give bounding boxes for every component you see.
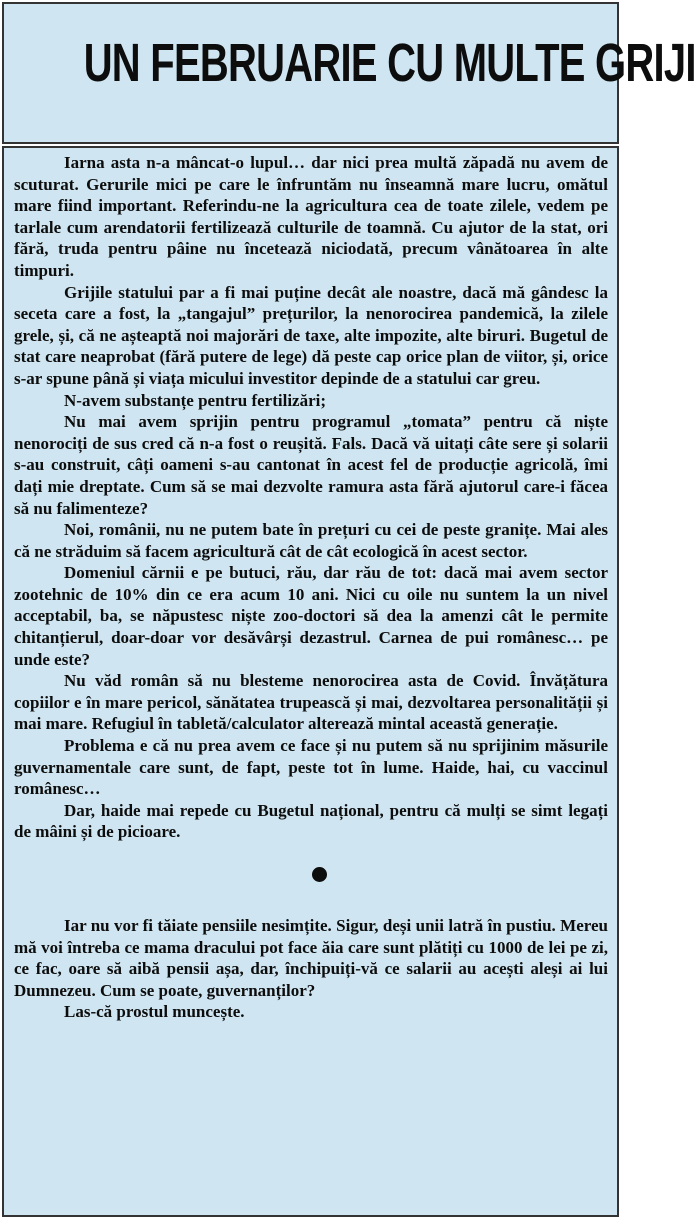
paragraph: Problema e că nu prea avem ce face și nu putem să nu sprijinim măsurile guvernamentale care sunt, de fapt, peste tot în lume. Haide, hai, cu vaccinul românesc… <box>14 736 608 799</box>
paragraph: Domeniul cărnii e pe butuci, rău, dar rău de tot: dacă mai avem sector zootehnic de 10% din ce era acum 10 ani. Nici cu oile nu suntem la un nivel acceptabil, ba, se năpustesc niște zoo-doctori să dea la amenzi cât le permite chitanțierul, doar-doar vor desăvârși dezastrul. Carnea de pui românesc… pe unde este? <box>14 563 608 669</box>
paragraph: Iarna asta n-a mâncat-o lupul… dar nici prea multă zăpadă nu avem de scuturat. Gerurile mici pe care le înfruntăm nu înseamnă mare lucru, omătul mare fiind important. Referindu-ne la agricultura cea de toate zilele, vedem pe tarlale cum arendatorii fertilizează culturile de toamnă. Cu ajutor de la stat, ori fără, truda pentru pâine nu încetează niciodată, precum vânătoarea în alte timpuri. <box>14 153 608 280</box>
page-title: UN FEBRUARIE CU MULTE GRIJI <box>83 33 696 93</box>
bullet-separator-icon <box>312 867 327 882</box>
section-separator <box>14 843 608 915</box>
paragraph: Iar nu vor fi tăiate pensiile nesimțite. Sigur, deși unii latră în pustiu. Mereu mă voi întreba ce mama dracului pot face ăia care sunt plătiți cu 1000 de lei pe zi, ce fac, oare să aibă pensii așa, dar, închipuiți-vă ce salarii au acești aleși ai lui Dumnezeu. Cum se poate, guvernanților? <box>14 916 608 1000</box>
article-body <box>2 146 619 1217</box>
article-text <box>14 152 608 1023</box>
paragraph: Las-că prostul muncește. <box>64 1002 245 1022</box>
paragraph: Grijile statului par a fi mai puține decât ale noastre, dacă mă gândesc la seceta care a fost, la „tangajul” prețurilor, la nenorocirea pandemică, la zilele grele, și, că ne așteaptă noi majorări de taxe, alte impozite, alte biruri. Bugetul de stat care neaprobat (fără putere de lege) dă peste cap orice plan de viitor, și, orice s-ar spune până și viața micului investitor depinde de a statului car greu. <box>14 282 608 388</box>
paragraph: N-avem substanțe pentru fertilizări; <box>64 390 327 410</box>
paragraph: Dar, haide mai repede cu Bugetul național, pentru că mulți se simt legați de mâini și de picioare. <box>14 800 608 842</box>
paragraph: Noi, românii, nu ne putem bate în prețuri cu cei de peste granițe. Mai ales că ne străduim să facem agricultură cât de cât ecologică în acest sector. <box>14 520 608 561</box>
title-banner <box>2 2 696 144</box>
paragraph: Nu mai avem sprijin pentru programul „tomata” pentru că niște nenorociți de sus cred că n-a fost o reușită. Fals. Dacă vă uitați câte sere și solarii s-au construit, câți oameni s-au cantonat în acest fel de producție agricolă, îmi dați mie dreptate. Cum să se mai dezvolte ramura asta fără ajutorul care-i făcea să nu falimenteze? <box>14 412 608 518</box>
paragraph: Nu văd român să nu blesteme nenorocirea asta de Covid. Învățătura copiilor e în mare pericol, sănătatea trupească și mai, dezvoltarea personalității și mai mare. Refugiul în tabletă/calculator alterează mintal această generație. <box>14 671 608 734</box>
